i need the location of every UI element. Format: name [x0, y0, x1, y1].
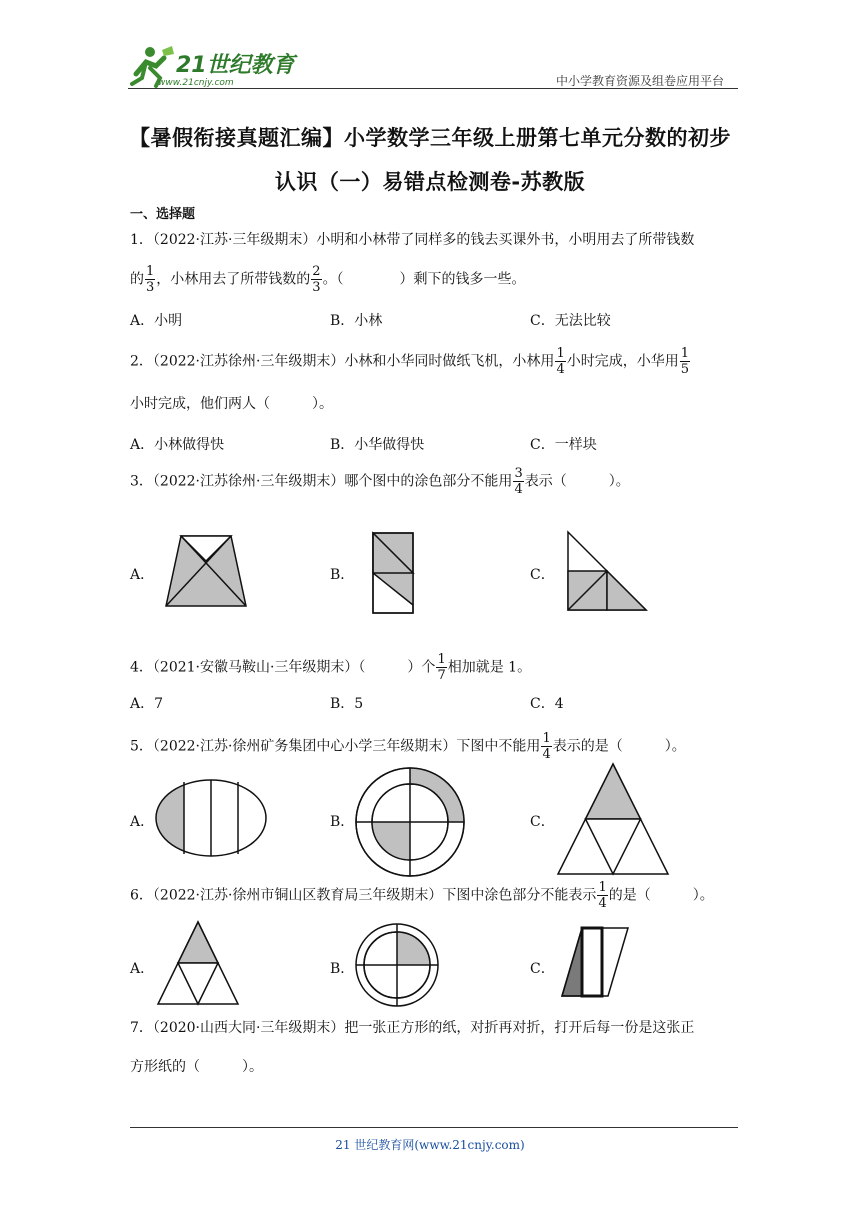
- q1-line1: 1．（2022·江苏·三年级期末）小明和小林带了同样多的钱去买课外书，小明用去了所带钱数: [130, 232, 695, 248]
- q2-option-c: C．一样块: [530, 437, 597, 453]
- fraction: $\frac{3}{4}$: [514, 466, 523, 497]
- q3-label-c: C．: [530, 567, 555, 583]
- q2-option-b: B．小华做得快: [330, 437, 425, 453]
- q1-option-c: C．无法比较: [530, 313, 611, 329]
- footer-divider: [130, 1127, 738, 1128]
- q4-option-c: C．4: [530, 696, 564, 712]
- q5-figure-b-circles: [354, 766, 466, 878]
- section-heading: 一、选择题: [130, 207, 196, 222]
- q7-line1: 7．（2020·山西大同·三年级期末）把一张正方形的纸，对折再对折，打开后每一份是这张正: [130, 1020, 695, 1036]
- footer-text: 21 世纪教育网(www.21cnjy.com): [335, 1138, 525, 1152]
- fraction: $\frac{1}{5}$: [680, 346, 689, 377]
- q5-label-b: B．: [330, 814, 355, 830]
- q2-line2: 小时完成，他们两人（ ）。: [130, 396, 333, 412]
- logo-text: 21世纪教育: [176, 53, 295, 78]
- page-title-line2: 认识（一）易错点检测卷-苏教版: [274, 170, 586, 194]
- q1-option-a: A．小明: [130, 313, 183, 329]
- q6-label-a: A．: [130, 961, 155, 977]
- q6-line: 6．（2022·江苏·徐州市铜山区教育局三年级期末）下图中涂色部分不能表示 $\frac{1}{4}$ 的是（ ）。: [130, 880, 714, 911]
- q3-figure-c-triangle: [566, 530, 648, 612]
- q5-line: 5．（2022·江苏·徐州矿务集团中心小学三年级期末）下图中不能用 $\frac{1}{4}$ 表示的是（ ）。: [130, 731, 686, 762]
- q3-label-b: B．: [330, 567, 355, 583]
- q1-line2: 的 $\frac{1}{3}$ ，小林用去了所带钱数的 $\frac{2}{3}$ 。（ ）剩下的钱多一些。: [130, 264, 526, 295]
- q4-option-a: A．7: [130, 696, 164, 712]
- q2-line1: 2．（2022·江苏徐州·三年级期末）小林和小华同时做纸飞机，小林用 $\frac{1}{4}$ 小时完成，小华用 $\frac{1}{5}$: [130, 346, 689, 377]
- q3-label-a: A．: [130, 567, 155, 583]
- header-right-text: 中小学教育资源及组卷应用平台: [555, 74, 724, 88]
- q5-label-a: A．: [130, 814, 155, 830]
- logo: [128, 44, 298, 90]
- q3-line: 3．（2022·江苏徐州·三年级期末）哪个图中的涂色部分不能用 $\frac{3}{4}$ 表示（ ）。: [130, 466, 630, 497]
- q5-figure-c-triangle: [556, 762, 670, 876]
- q7-line2: 方形纸的（ ）。: [130, 1059, 263, 1075]
- q3-figure-a-trapezoid: [164, 534, 248, 608]
- q1-option-b: B．小林: [330, 313, 383, 329]
- fraction: $\frac{1}{3}$: [146, 264, 155, 295]
- fraction: $\frac{1}{4}$: [556, 346, 565, 377]
- q6-figure-a-triangle: [156, 920, 240, 1006]
- page-title-line1: 【暑假衔接真题汇编】小学数学三年级上册第七单元分数的初步: [129, 126, 731, 150]
- q5-label-c: C．: [530, 814, 555, 830]
- q5-figure-a-ellipse: [154, 778, 268, 858]
- q2-option-a: A．小林做得快: [130, 437, 225, 453]
- fraction: $\frac{1}{4}$: [542, 731, 551, 762]
- q6-figure-b-circles: [354, 922, 440, 1008]
- q3-figure-b-rectangle: [372, 532, 414, 614]
- fraction: $\frac{1}{7}$: [437, 652, 446, 683]
- q4-line: 4．（2021·安徽马鞍山·三年级期末）（ ）个 $\frac{1}{7}$ 相加就是 1。: [130, 652, 532, 683]
- q6-label-c: C．: [530, 961, 555, 977]
- q4-option-b: B．5: [330, 696, 364, 712]
- q6-label-b: B．: [330, 961, 355, 977]
- fraction: $\frac{1}{4}$: [598, 880, 607, 911]
- logo-url: www.21cnjy.com: [158, 78, 234, 88]
- fraction: $\frac{2}{3}$: [312, 264, 321, 295]
- header-divider: [128, 88, 738, 89]
- q6-figure-c-parallelogram: [560, 926, 630, 998]
